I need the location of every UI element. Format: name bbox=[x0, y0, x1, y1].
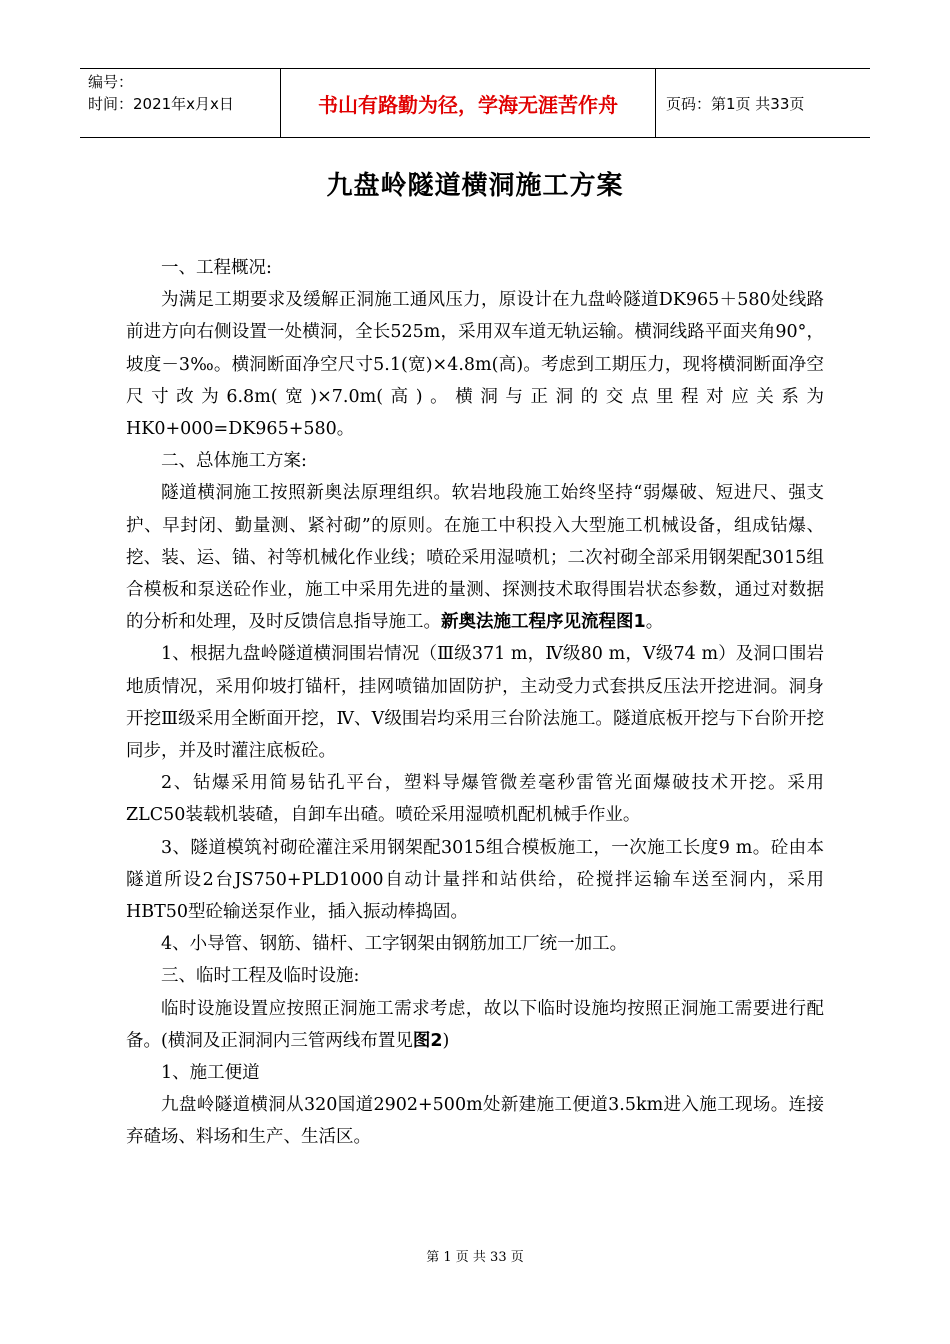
motto: 书山有路勤为径，学海无涯苦作舟 bbox=[280, 69, 656, 137]
number-label: 编号： bbox=[88, 73, 134, 91]
time-label: 时间：2021年x月x日 bbox=[88, 95, 234, 113]
paragraph: 2、钻爆采用简易钻孔平台，塑料导爆管微差毫秒雷管光面爆破技术开挖。采用ZLC50装载机装碴，自卸车出碴。喷砼采用湿喷机配机械手作业。 bbox=[126, 773, 824, 826]
paragraph: 九盘岭隧道横洞从320国道2902+500m处新建施工便道3.5km进入施工现场。连接弃碴场、料场和生产、生活区。 bbox=[126, 1095, 824, 1148]
paragraph: 4、小导管、钢筋、锚杆、工字钢架由钢筋加工厂统一加工。 bbox=[161, 934, 628, 955]
page-footer: 第 1 页 共 33 页 bbox=[426, 1250, 524, 1265]
page-info: 页码：第1页 共33页 bbox=[666, 94, 805, 113]
paragraph bbox=[126, 993, 824, 1057]
header-table bbox=[80, 68, 870, 138]
paragraph-end: ) bbox=[442, 1030, 450, 1051]
paragraph-end: 。 bbox=[645, 612, 664, 633]
bold-reference: 新奥法施工程序见流程图1 bbox=[441, 612, 646, 633]
document-title: 九盘岭隧道横洞施工方案 bbox=[326, 171, 624, 201]
paragraph-text: 隧道横洞施工按照新奥法原理组织。软岩地段施工始终坚持“弱爆破、短进尺、强支护、早封闭、勤量测、紧衬砌”的原则。在施工中积投入大型施工机械设备，组成钻爆、挖、装、运、锚、衬等机械化作业线；喷砼采用湿喷机；二次衬砌全部采用钢架配3015组合模板和泵送砼作业，施工中采用先进的量测、探测技术取得围岩状态参数，通过对数据的分析和处理，及时反馈信息指导施工。 bbox=[126, 483, 824, 633]
paragraph: 为满足工期要求及缓解正洞施工通风压力，原设计在九盘岭隧道DK965＋580处线路前进方向右侧设置一处横洞，全长525m，采用双车道无轨运输。横洞线路平面夹角90°，坡度－3‰。横洞断面净空尺寸5.1(宽)×4.8m(高)。考虑到工期压力，现将横洞断面净空尺寸改为6.8m(宽)×7.0m(高)。横洞与正洞的交点里程对应关系为HK0+000=DK965+580。 bbox=[126, 290, 824, 440]
paragraph: 1、根据九盘岭隧道横洞围岩情况（Ⅲ级371 m，Ⅳ级80 m，Ⅴ级74 m）及洞口围岩地质情况，采用仰坡打锚杆，挂网喷锚加固防护，主动受力式套拱反压法开挖进洞。洞身开挖Ⅲ级采用全断面开挖，Ⅳ、Ⅴ级围岩均采用三台阶法施工。隧道底板开挖与下台阶开挖同步，并及时灌注底板砼。 bbox=[126, 644, 824, 762]
paragraph bbox=[126, 477, 824, 638]
bold-reference: 图2 bbox=[412, 1030, 443, 1051]
paragraph: 3、隧道模筑衬砌砼灌注采用钢架配3015组合模板施工，一次施工长度9 m。砼由本隧道所设2台JS750+PLD1000自动计量拌和站供给，砼搅拌运输车送至洞内，采用HBT50型砼输送泵作业，插入振动棒捣固。 bbox=[126, 837, 824, 923]
section-heading: 一、工程概况: bbox=[161, 258, 272, 278]
paragraph-text: 临时设施设置应按照正洞施工需求考虑，故以下临时设施均按照正洞施工需要进行配备。(横洞及正洞洞内三管两线布置见 bbox=[126, 998, 824, 1051]
document-body bbox=[126, 252, 824, 1154]
header-left-cell bbox=[80, 69, 280, 137]
section-heading: 二、总体施工方案: bbox=[161, 451, 307, 472]
subsection-heading: 1、施工便道 bbox=[161, 1063, 260, 1084]
section-heading: 三、临时工程及临时设施: bbox=[161, 966, 360, 987]
